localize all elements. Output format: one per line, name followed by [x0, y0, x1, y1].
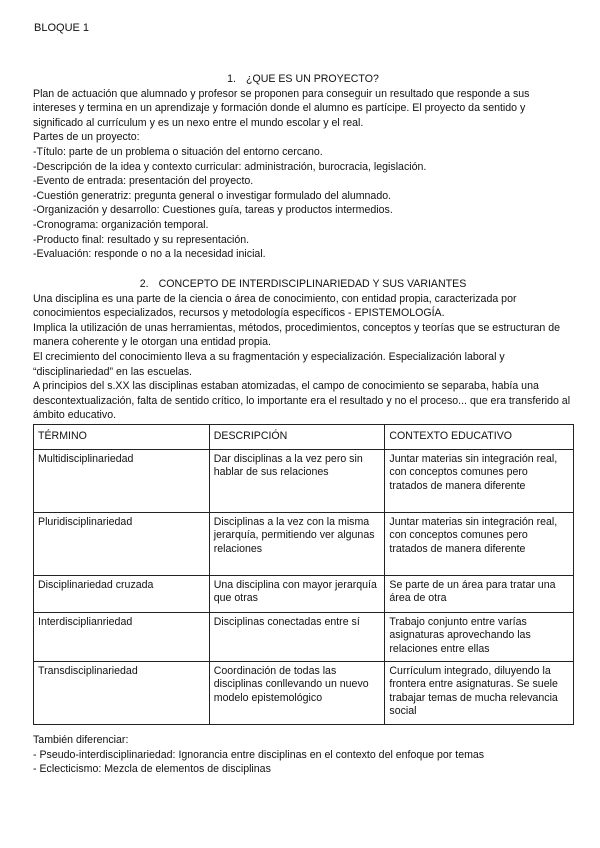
part-item: -Organización y desarrollo: Cuestiones guía, tareas y productos intermedios.	[33, 204, 393, 217]
table-row	[34, 513, 574, 576]
section-1-number: 1.	[227, 73, 236, 85]
cell-term: Interdisciplianriedad	[34, 613, 210, 662]
part-item: -Descripción de la idea y contexto curricular: administración, burocracia, legislación.	[33, 160, 427, 173]
cell-context: Juntar materias sin integración real, con conceptos comunes pero tratados de manera diferente	[385, 450, 574, 513]
section-2-paragraph: Implica la utilización de unas herramientas, métodos, procedimientos, conceptos y teorías que se estructuran de manera coherente y le otorgan una entidad propia.	[33, 321, 561, 349]
cell-description: Una disciplina con mayor jerarquía que otras	[209, 576, 385, 613]
footer-intro: También diferenciar:	[33, 734, 129, 746]
cell-term: Disciplinariedad cruzada	[34, 576, 210, 613]
footer-item: - Eclecticismo: Mezcla de elementos de disciplinas	[33, 763, 271, 776]
section-2-paragraph: El crecimiento del conocimiento lleva a su fragmentación y especialización. Especialización laboral y “disciplinariedad” en las escuelas.	[33, 350, 505, 378]
section-1-heading	[33, 72, 573, 87]
header-context: CONTEXTO EDUCATIVO	[385, 425, 574, 450]
part-item: -Cuestión generatriz: pregunta general o investigar formulado del alumnado.	[33, 189, 392, 202]
part-item: -Evento de entrada: presentación del proyecto.	[33, 175, 254, 188]
section-2-paragraph: A principios del s.XX las disciplinas estaban atomizadas, el campo de conocimiento se separaba, había una descontextualización, falta de sentido crítico, lo importante era el resultado y no el proceso... que era transferido al ámbito educativo.	[33, 380, 571, 422]
table-header-row	[34, 425, 574, 450]
header-term: TÉRMINO	[34, 425, 210, 450]
cell-context: Currículum integrado, diluyendo la frontera entre asignaturas. Se suele trabajar temas de mucha relevancia social	[385, 662, 574, 725]
part-item: -Producto final: resultado y su representación.	[33, 233, 250, 246]
cell-term: Pluridisciplinariedad	[34, 513, 210, 576]
parts-intro: Partes de un proyecto:	[33, 131, 140, 144]
section-1	[33, 72, 573, 262]
section-1-title: ¿QUE ES UN PROYECTO?	[246, 73, 379, 85]
section-2	[33, 277, 573, 423]
cell-description: Coordinación de todas las disciplinas conllevando un nuevo modelo epistemológico	[209, 662, 385, 725]
part-item: -Evaluación: responde o no a la necesidad inicial.	[33, 248, 266, 261]
section-2-title: CONCEPTO DE INTERDISCIPLINARIEDAD Y SUS VARIANTES	[158, 278, 467, 290]
table-row	[34, 576, 574, 613]
cell-description: Dar disciplinas a la vez pero sin hablar de sus relaciones	[209, 450, 385, 513]
table-row	[34, 662, 574, 725]
cell-term: Multidisciplinariedad	[34, 450, 210, 513]
footer-item: - Pseudo-interdisciplinariedad: Ignorancia entre disciplinas en el contexto del enfoque por temas	[33, 748, 485, 761]
cell-description: Disciplinas a la vez con la misma jerarquía, permitiendo ver algunas relaciones	[209, 513, 385, 576]
cell-context: Juntar materias sin integración real, con conceptos comunes pero tratados de manera diferente	[385, 513, 574, 576]
cell-context: Se parte de un área para tratar una área de otra	[385, 576, 574, 613]
cell-description: Disciplinas conectadas entre sí	[209, 613, 385, 662]
section-1-paragraph: Plan de actuación que alumnado y profesor se proponen para conseguir un resultado que responde a sus intereses y termina en un aprendizaje y formación donde el alumno es partícipe. El proyecto da sentido y significado al currículum y es un nexo entre el mundo escolar y el real.	[33, 87, 530, 129]
table-row	[34, 613, 574, 662]
part-item: -Título: parte de un problema o situación del entorno cercano.	[33, 145, 323, 158]
section-2-number: 2.	[139, 278, 149, 290]
section-2-paragraph: Una disciplina es una parte de la ciencia o área de conocimiento, con entidad propia, caracterizada por conocimientos especializados, recursos y metodología específicos - EPISTEMOLOGÍA.	[33, 292, 517, 320]
block-header: BLOQUE 1	[34, 22, 90, 34]
section-2-heading	[33, 277, 573, 292]
part-item: -Cronograma: organización temporal.	[33, 218, 209, 231]
table-row	[34, 450, 574, 513]
cell-term: Transdisciplinariedad	[34, 662, 210, 725]
footer-notes	[33, 733, 573, 777]
disciplinarity-table	[33, 424, 574, 725]
cell-context: Trabajo conjunto entre varías asignaturas aprovechando las relaciones entre ellas	[385, 613, 574, 662]
header-description: DESCRIPCIÓN	[209, 425, 385, 450]
